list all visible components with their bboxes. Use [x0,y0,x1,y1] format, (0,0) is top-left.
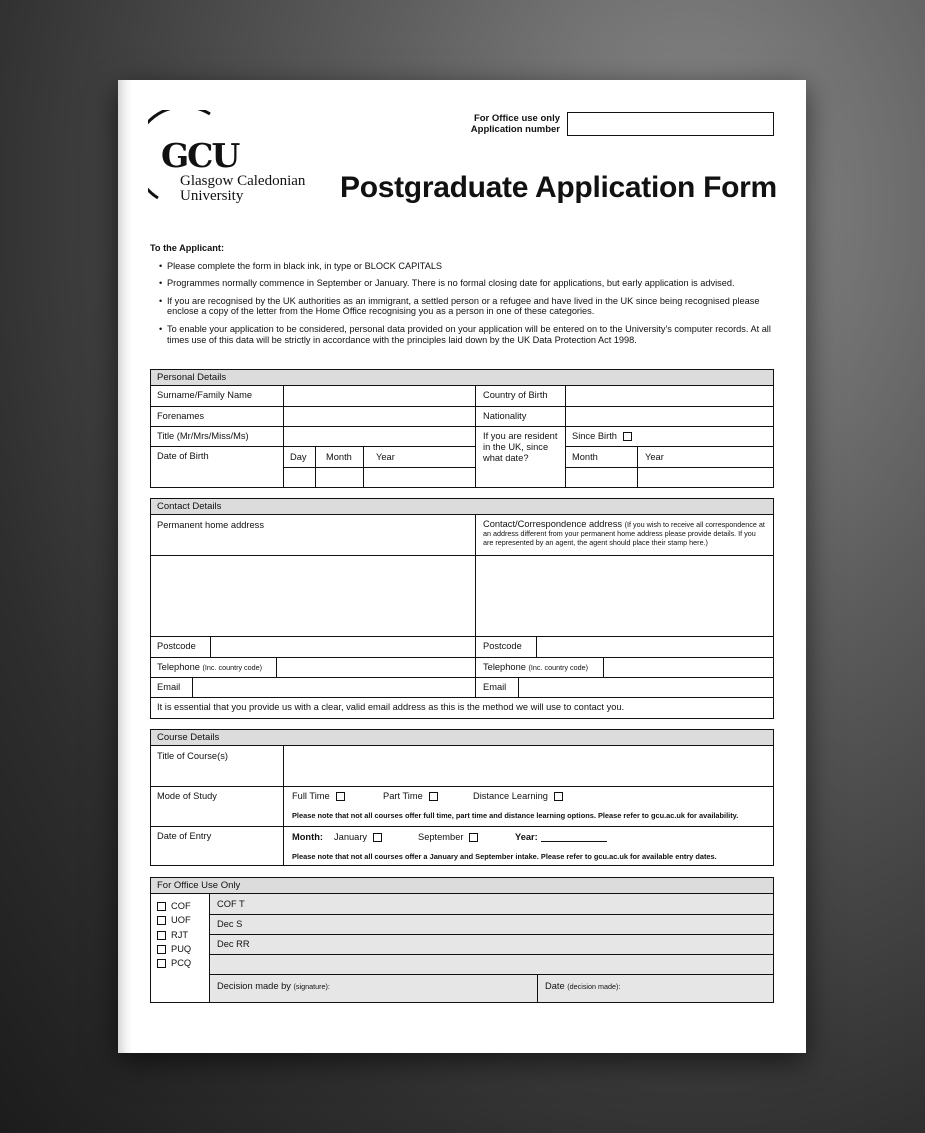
surname-label: Surname/Family Name [157,390,253,400]
january-option[interactable]: January [328,828,388,847]
corr-telephone-label: Telephone (Inc. country code) [483,662,589,672]
telephone-field[interactable] [277,658,475,677]
entry-year-label: Year: [515,832,538,842]
office-check-rjt[interactable]: RJT [157,928,191,942]
course-details-section [150,729,774,866]
instruction-item: • Programmes normally commence in September or January. There is no formal closing date for applications, but early application is advised. [161,278,775,289]
entry-note: Please note that not all courses offer a January and September intake. Please refer to gcu.ac.uk for available entry dates. [292,852,717,861]
entry-year-line[interactable] [541,841,607,842]
dob-day-label: Day [290,452,307,462]
office-row-dec-s: Dec S [217,919,243,929]
dob-day-field[interactable] [284,468,315,487]
page-title: Postgraduate Application Form [340,171,777,204]
forenames-field[interactable] [284,407,475,426]
section-heading: Contact Details [151,499,773,515]
office-check-puq[interactable]: PUQ [157,942,191,956]
office-check-uof[interactable]: UOF [157,913,191,927]
nationality-field[interactable] [566,407,773,426]
correspondence-address-label: Contact/Correspondence address (If you wish to receive all correspondence at an address different from your permanent home address please provide details. If you are represented by an agent, the agent should place their stamp here.) [483,519,765,547]
september-checkbox[interactable] [469,833,478,842]
instruction-item: • To enable your application to be considered, personal data provided on your application will be entered on to the University's computer records. At all times use of this data will be strictly in accordance with the principles laid down by the UK Data Protection Act 1998. [161,324,775,345]
office-row-cof-t: COF T [217,899,245,909]
office-row-dec-rr: Dec RR [217,939,250,949]
gcu-logo-text: GCU [161,136,239,175]
application-form-page [118,80,806,1053]
resident-year-field[interactable] [638,468,773,487]
office-row-blank [211,955,223,963]
resident-month-label: Month [572,452,598,462]
email-label: Email [157,682,181,692]
university-name: Glasgow Caledonian University [180,173,306,204]
title-label: Title (Mr/Mrs/Miss/Ms) [157,431,249,441]
office-check-pcq[interactable]: PCQ [157,956,191,970]
telephone-label: Telephone (Inc. country code) [157,662,263,672]
permanent-address-field[interactable] [151,556,475,636]
permanent-address-label: Permanent home address [157,520,264,530]
forenames-label: Forenames [157,411,205,421]
title-field[interactable] [284,427,475,446]
office-check-cof[interactable]: COF [157,899,191,913]
office-check-list [151,895,197,974]
resident-since-label: If you are resident in the UK, since what date? [483,431,558,463]
section-heading: Course Details [151,730,773,746]
date-of-entry-label: Date of Entry [157,831,212,841]
mode-of-study-label: Mode of Study [157,791,217,801]
instruction-item: • If you are recognised by the UK authorities as an immigrant, a settled person or a refugee and have lived in the UK since being recognised please enclose a copy of the letter from the Home Office recognising you as a person in one of these categories. [161,296,775,317]
office-use-section [150,877,774,1003]
full-time-option[interactable]: Full Time [286,787,351,806]
email-notice: It is essential that you provide us with a clear, valid email address as this is the method we will use to contact you. [157,702,625,712]
course-title-label: Title of Course(s) [157,751,228,761]
personal-details-section [150,369,774,488]
full-time-checkbox[interactable] [336,792,345,801]
entry-month-label: Month: [292,832,323,842]
since-birth-checkbox[interactable] [623,432,632,441]
applicant-instructions [150,243,775,352]
dob-year-field[interactable] [364,468,475,487]
postcode-label: Postcode [157,641,196,651]
section-heading: For Office Use Only [151,878,773,894]
instruction-item: • Please complete the form in black ink, in type or BLOCK CAPITALS [161,261,775,272]
distance-learning-checkbox[interactable] [554,792,563,801]
email-field[interactable] [193,678,475,697]
corr-postcode-field[interactable] [537,637,773,657]
instructions-heading: To the Applicant: [150,243,225,253]
correspondence-address-field[interactable] [476,556,773,636]
office-use-label: For Office use only Application number [470,113,560,135]
corr-email-label: Email [483,682,507,692]
country-of-birth-label: Country of Birth [483,390,548,400]
dob-year-label: Year [376,452,395,462]
january-checkbox[interactable] [373,833,382,842]
resident-month-field[interactable] [566,468,637,487]
dob-month-label: Month [326,452,352,462]
distance-learning-option[interactable]: Distance Learning [467,787,569,806]
dob-month-field[interactable] [316,468,363,487]
section-heading: Personal Details [151,370,773,386]
decision-date-label: Date (decision made): [545,981,621,991]
dob-label: Date of Birth [157,451,209,461]
corr-postcode-label: Postcode [483,641,522,651]
since-birth-option[interactable]: Since Birth [566,427,638,446]
surname-field[interactable] [284,386,475,406]
corr-telephone-field[interactable] [604,658,773,677]
postcode-field[interactable] [211,637,475,657]
application-number-box[interactable] [567,112,774,136]
country-of-birth-field[interactable] [566,386,773,406]
part-time-option[interactable]: Part Time [377,787,444,806]
september-option[interactable]: September [412,828,484,847]
resident-year-label: Year [645,452,664,462]
contact-details-section [150,498,774,719]
course-title-field[interactable] [284,747,773,786]
decision-made-by-label: Decision made by (signature): [217,981,330,991]
mode-note: Please note that not all courses offer full time, part time and distance learning options. Please refer to gcu.ac.uk for availability. [292,811,739,820]
nationality-label: Nationality [483,411,527,421]
corr-email-field[interactable] [519,678,773,697]
part-time-checkbox[interactable] [429,792,438,801]
